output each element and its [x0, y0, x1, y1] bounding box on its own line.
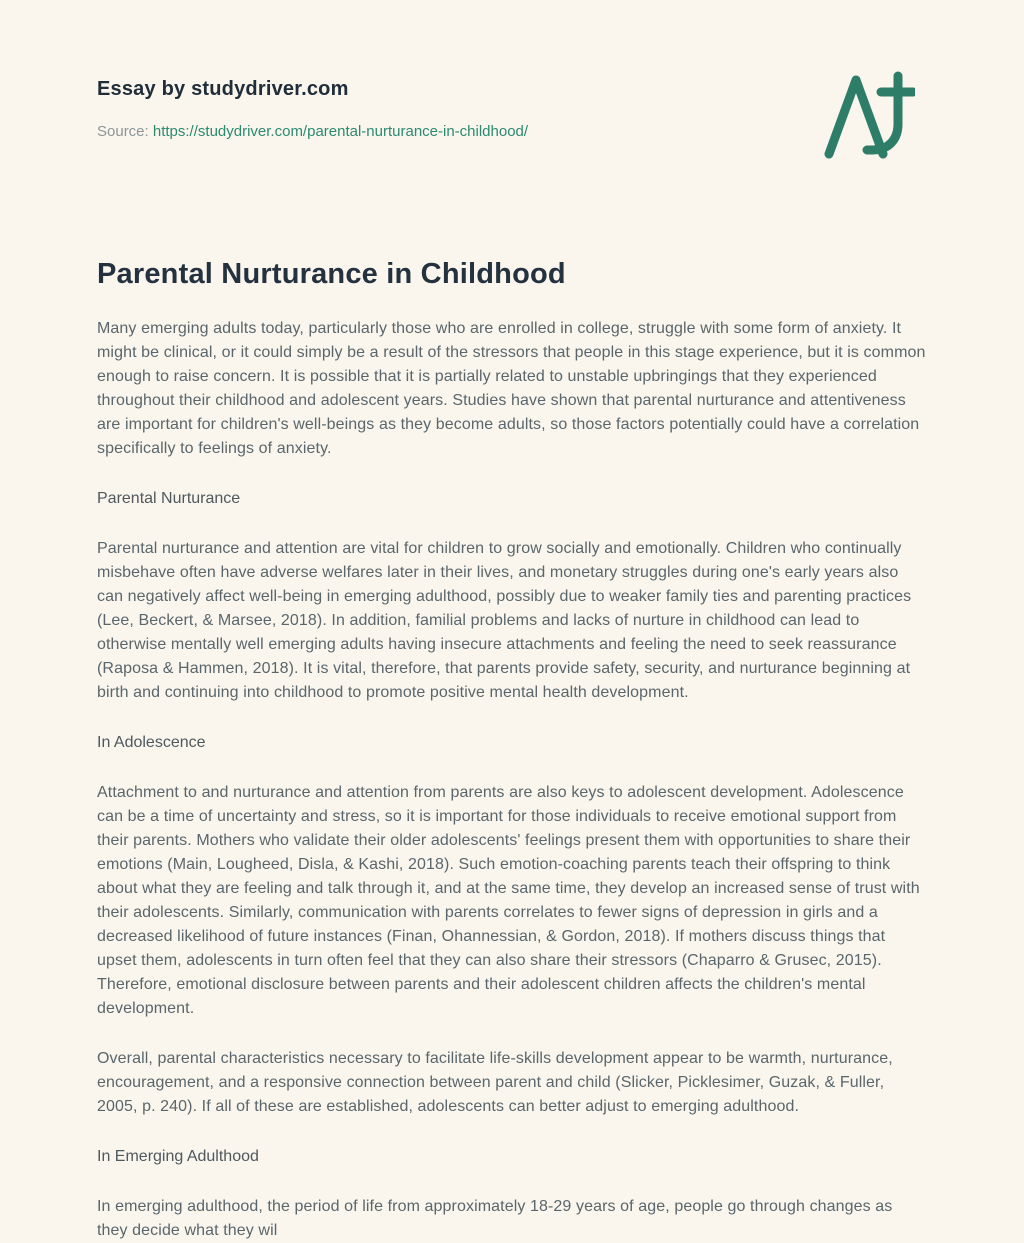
paragraph-adolescence: Attachment to and nurturance and attention from parents are also keys to adolescent development. Adolescence can be a time of uncertainty and stress, so it is important for those individuals to receive emotional support from their parents. Mothers who validate their older adolescents' feelings present them with opportunities to share their emotions (Main, Lougheed, Disla, & Kashi, 2018). Such emotion-coaching parents teach their offspring to think about what they are feeling and talk through it, and at the same time, they develop an increased sense of trust with their adolescents. Similarly, communication with parents correlates to fewer signs of depression in girls and a decreased likelihood of future instances (Finan, Ohannessian, & Gordon, 2018). If mothers discuss things that upset them, adolescents in turn often feel that they can also share their stressors (Chaparro & Grusec, 2015). Therefore, emotional disclosure between parents and their adolescent children affects the children's mental development. [97, 784, 920, 1017]
paragraph-intro: Many emerging adults today, particularly those who are enrolled in college, struggle with some form of anxiety. It might be clinical, or it could simply be a result of the stressors that people in this stage experience, but it is common enough to raise concern. It is possible that it is partially related to unstable upbringings that they experienced throughout their childhood and adolescent years. Studies have shown that parental nurturance and attentiveness are important for children's well-beings as they become adults, so those factors potentially could have a correlation specifically to feelings of anxiety. [97, 320, 926, 457]
article-body [97, 258, 927, 1243]
page-title: Parental Nurturance in Childhood [97, 258, 566, 290]
section-heading-in-emerging-adulthood: In Emerging Adulthood [97, 1148, 259, 1165]
paragraph-parental-nurturance: Parental nurturance and attention are vital for children to grow socially and emotionally. Children who continually misbehave often have adverse welfares later in their lives, and monetary struggles during one's early years also can negatively affect well-being in emerging adulthood, possibly due to weaker family ties and parenting practices (Lee, Beckert, & Marsee, 2018). In addition, familial problems and lacks of nurture in childhood can lead to otherwise mentally well emerging adults having insecure attachments and feeling the need to seek reassurance (Raposa & Hammen, 2018). It is vital, therefore, that parents provide safety, security, and nurturance beginning at birth and continuing into childhood to promote positive mental health development. [97, 540, 912, 701]
paragraph-overall: Overall, parental characteristics necessary to facilitate life-skills development appear to be warmth, nurturance, encouragement, and a responsive connection between parent and child (Slicker, Picklesimer, Guzak, & Fuller, 2005, p. 240). If all of these are established, adolescents can better adjust to emerging adulthood. [97, 1050, 893, 1115]
paragraph-emerging-adulthood: In emerging adulthood, the period of life from approximately 18-29 years of age, people go through changes as they decide what they wil [97, 1198, 893, 1239]
source-link[interactable]: https://studydriver.com/parental-nurturance-in-childhood/ [152, 123, 529, 140]
studydriver-logo-icon [823, 68, 915, 160]
source-row [97, 123, 927, 140]
header [97, 0, 927, 140]
section-heading-in-adolescence: In Adolescence [97, 734, 206, 751]
section-heading-parental-nurturance: Parental Nurturance [97, 490, 241, 507]
byline-text: Essay by studydriver.com [97, 78, 349, 100]
source-label: Source: [97, 123, 149, 140]
